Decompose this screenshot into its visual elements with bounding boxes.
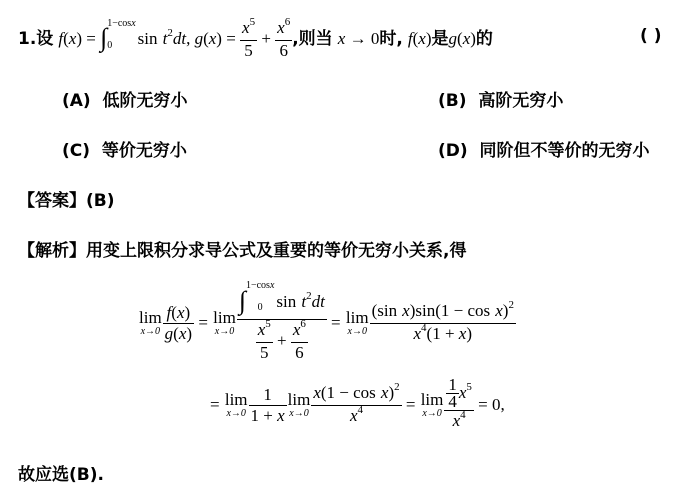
formula-f-def: f: [58, 29, 64, 48]
fraction-quarter-x5-over-x4: $\frac{1}{4}$ $x^5$ $x^4$: [444, 377, 474, 433]
lim-operator: lim x→0: [287, 390, 311, 419]
option-b: [438, 86, 563, 111]
option-c-text: 等价无穷小: [101, 141, 187, 161]
option-c: [62, 136, 187, 161]
fraction-f-over-g: $\frac{f(x)}{g(x)}$: [164, 302, 193, 343]
lim-operator: lim x→0: [213, 308, 236, 337]
option-a-label: (A): [62, 91, 91, 111]
option-d-text: 同阶但不等价的无穷小: [479, 141, 650, 161]
fraction-1-over-1plusx: $\frac{1}{1 + x}$: [250, 384, 285, 425]
answer-label: 【答案】: [18, 191, 86, 211]
analysis-label: 【解析】: [18, 241, 86, 261]
fraction-x5-over-5: $\frac{x^5}{5}$: [242, 16, 256, 60]
option-b-label: (B): [438, 91, 467, 111]
question-number: 1.: [18, 29, 37, 49]
option-a: [62, 86, 188, 111]
option-a-text: 低阶无穷小: [102, 91, 188, 111]
option-c-label: (C): [62, 141, 91, 161]
fraction-x6-over-6: $\frac{x^6}{6}$: [277, 16, 291, 60]
lim-operator: lim x→0: [420, 390, 444, 419]
integral-sign: ∫: [100, 23, 108, 52]
lim-operator: lim x→0: [139, 308, 162, 337]
derivation-line-2: = lim x→0 $\frac{1}{1 + x}$ lim x→0 $\frac{x(1 - \cos x)^2}{x^4}$ = lim x→0 $\frac{1}{4}$ $x^5$ $x^4$ = 0,: [210, 372, 505, 438]
lim-operator: lim x→0: [224, 390, 248, 419]
question-line: 1.设 f(x) = ∫ 1−cosx 0 $\sin t^2dt$, g(x) = $\frac{x^5}{5}$ + $\frac{x^6}{6}$ ,则当 x → 0时, f(x)是g(x)的: [18, 16, 493, 60]
fraction-integral-over-poly: ∫ 1−cosx 0 $\sin t^2dt$ $\frac{x^5}{5}$ + $\frac{x^6}{6}$: [238, 280, 325, 362]
answer-line: [18, 186, 115, 211]
option-d: [438, 136, 650, 161]
option-d-label: (D): [438, 141, 468, 161]
analysis-line: [18, 236, 466, 261]
lim-operator: lim x→0: [345, 308, 369, 337]
integral-limits: 1−cosx 0: [107, 17, 136, 51]
answer-paren: ( ): [640, 26, 662, 46]
answer-value: (B): [86, 191, 115, 211]
fraction-xcos-over-x4: $\frac{x(1 - \cos x)^2}{x^4}$: [313, 380, 400, 425]
formula-g-def: g: [194, 29, 204, 48]
derivation-line-1: lim x→0 $\frac{f(x)}{g(x)}$ = lim x→0 ∫ 1−cosx 0 $\sin t^2dt$ $\frac{x^5}{5}$ + $\frac{x^6}{6}$ = lim x→0 $\frac{(\sin x)\sin(1 - \cos x)^2}{x^4(1 + x)}$: [139, 280, 514, 362]
conclusion-text: 故应选(B).: [18, 465, 104, 485]
fraction-sin-over-x4: $\frac{(\sin x)\sin(1 - \cos x)^2}{x^4(1 + x)}$: [371, 298, 514, 343]
question-word-she: 设: [36, 29, 54, 49]
option-b-text: 高阶无穷小: [478, 91, 564, 111]
analysis-text: 用变上限积分求导公式及重要的等价无穷小关系,得: [86, 241, 467, 261]
